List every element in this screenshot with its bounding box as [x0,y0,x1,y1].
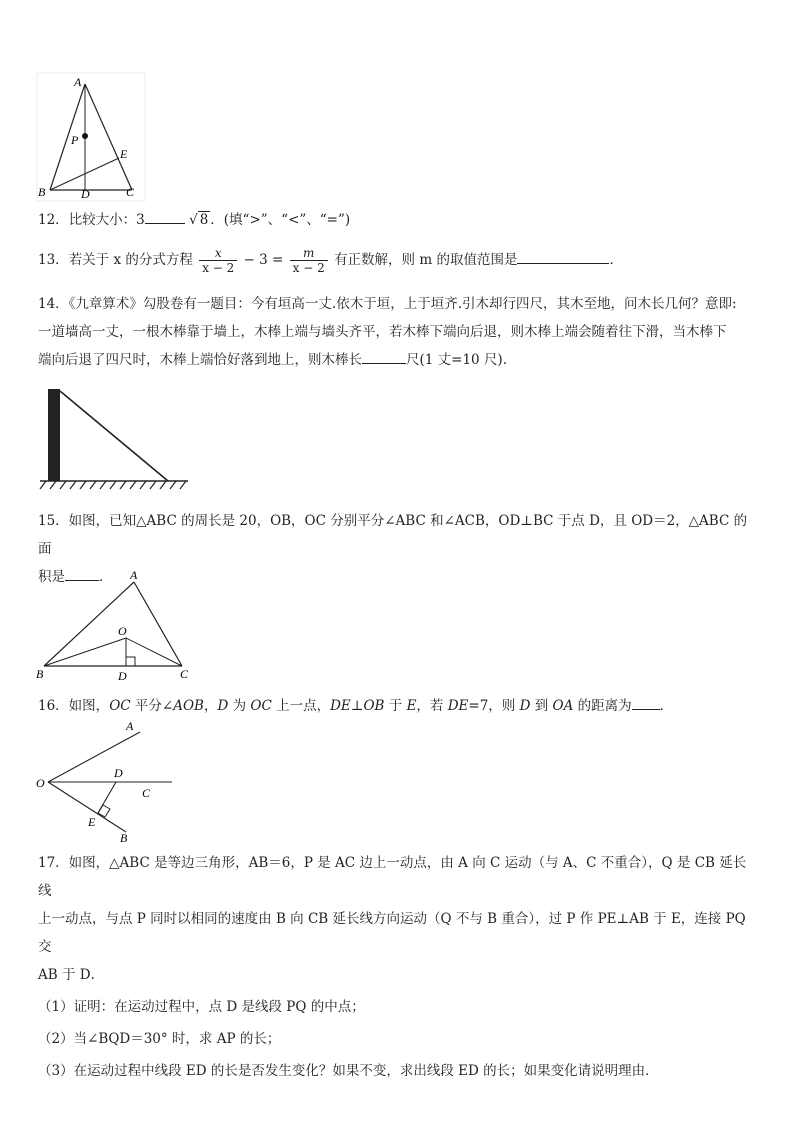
answer-blank-16[interactable] [632,695,660,710]
answer-blank-12[interactable] [145,209,185,224]
question-15: 15．如图，已知△ABC 的周长是 20，OB，OC 分别平分∠ABC 和∠ACB，OD⊥BC 于点 D，且 OD＝2，△ABC 的面 积是 ． [38,513,748,585]
fraction-x: $\frac{x}{x - 2}$ [199,246,237,275]
label-A: A [130,568,138,582]
label-B: B [38,185,46,199]
label-E: E [120,147,128,161]
triangle-figure-15 [34,568,196,684]
label-A: A [74,75,82,89]
label-E: E [88,815,96,829]
label-O: O [36,776,45,790]
label-B: B [120,831,128,845]
label-C: C [126,185,135,199]
answer-blank-14[interactable] [362,349,406,364]
label-P: P [71,133,79,147]
label-C: C [142,786,151,800]
sqrt-expression: √ 8 [189,212,209,228]
question-17: 17．如图，△ABC 是等边三角形，AB＝6，P 是 AC 边上一动点，由 A 向 C 运动（与 A、C 不重合），Q 是 CB 延长线 上一动点，与点 P 同时以相同的速度由 B 向 CB 延长线方向运动（Q 不与 B 重合），过 P 作 PE⊥AB 于 E，连接 PQ 交 AB 于 D． （1）证明：在运动过程中，点 D 是线段 PQ 的中点； （2）当∠BQD＝30° 时，求 AP 的长； （3）在运动过程中线段 ED 的长是否发生变化？如果不变，求出线段 ED 的长；如果变化请说明理由． [38,855,747,1079]
label-C: C [180,667,189,681]
answer-blank-13[interactable] [517,249,609,264]
question-16: 16．如图，OC 平分∠AOB，D 为 OC 上一点，DE⊥OB 于 E，若 DE=7，则 D 到 OA 的距离为 ． [38,692,758,720]
wall-stick-figure [38,385,190,493]
label-D: D [114,766,123,780]
label-O: O [118,624,127,638]
fraction-m: $\frac{m}{x - 2}$ [290,246,328,275]
question-14: 14．《九章算术》勾股卷有一题目：今有垣高一丈.依木于垣，上于垣齐.引木却行四尺，其木至地，问木长几何？意即: 一道墙高一丈，一根木棒靠于墙上，木棒上端与墙头齐平，若木棒下端向后退，则木棒上端会随着往下滑，当木棒下 端向后退了四尺时，木棒上端恰好落到地上，则木棒长 尺(1 丈=10 尺). [38,296,737,368]
angle-figure-16 [34,716,186,846]
label-D: D [118,669,127,683]
question-13: 13．若关于 x 的分式方程 $\frac{x}{x - 2}$ − 3 = $\frac{m}{x - 2}$ 有正数解，则 m 的取值范围是 ． [38,246,623,275]
label-A: A [126,719,134,733]
question-12: 12．比较大小：3 √ 8 ．(填“>”、“<”、“=”) [38,206,758,234]
label-D: D [81,187,90,201]
label-B: B [36,667,44,681]
triangle-figure-11 [36,72,146,202]
